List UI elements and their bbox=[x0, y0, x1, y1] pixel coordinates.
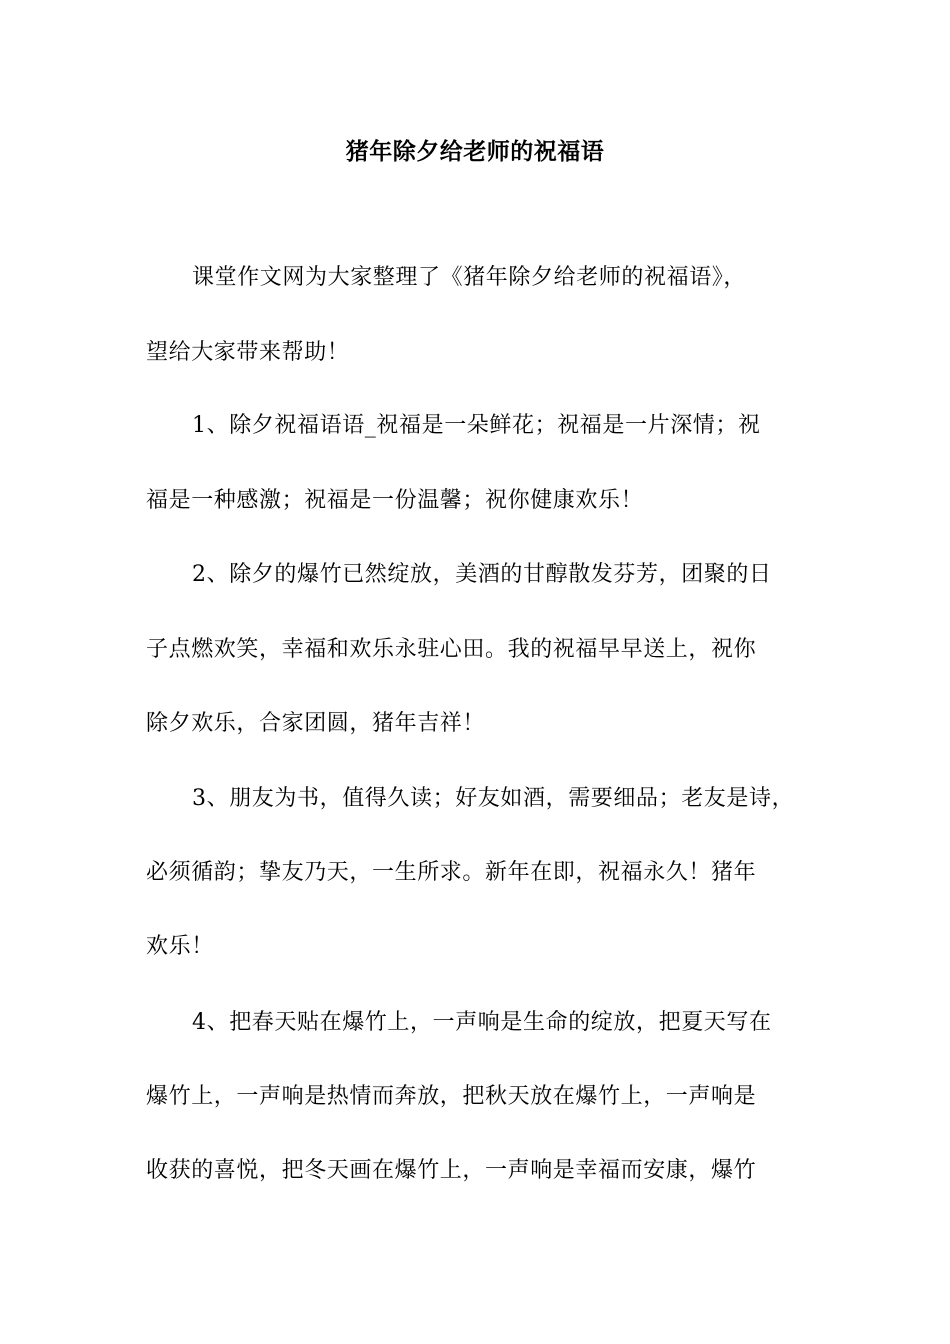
paragraph-1-line-2: 福是一种感激；祝福是一份温馨；祝你健康欢乐！ bbox=[146, 488, 644, 513]
paragraph-2-line-1: 2、除夕的爆竹已然绽放，美酒的甘醇散发芬芳，团聚的日 bbox=[192, 562, 772, 587]
paragraph-2-line-2: 子点燃欢笑，幸福和欢乐永驻心田。我的祝福早早送上，祝你 bbox=[146, 637, 757, 662]
paragraph-1-line-1: 1、除夕祝福语语_祝福是一朵鲜花；祝福是一片深情；祝 bbox=[192, 413, 761, 438]
paragraph-4-line-1: 4、把春天贴在爆竹上，一声响是生命的绽放，把夏天写在 bbox=[192, 1010, 772, 1035]
paragraph-3-line-1: 3、朋友为书，值得久读；好友如酒，需要细品；老友是诗， bbox=[192, 786, 795, 811]
paragraph-4-line-3: 收获的喜悦，把冬天画在爆竹上，一声响是幸福而安康，爆竹 bbox=[146, 1158, 757, 1183]
paragraph-3-line-3: 欢乐！ bbox=[146, 934, 214, 959]
paragraph-intro-line-1: 课堂作文网为大家整理了《猪年除夕给老师的祝福语》， bbox=[192, 265, 747, 290]
paragraph-3-line-2: 必须循韵；挚友乃天，一生所求。新年在即，祝福永久！猪年 bbox=[146, 860, 757, 885]
paragraph-4-line-2: 爆竹上，一声响是热情而奔放，把秋天放在爆竹上，一声响是 bbox=[146, 1084, 757, 1109]
paragraph-2-line-3: 除夕欢乐，合家团圆，猪年吉祥！ bbox=[146, 711, 486, 736]
document-title: 猪年除夕给老师的祝福语 bbox=[345, 139, 605, 165]
paragraph-intro-line-2: 望给大家带来帮助！ bbox=[146, 340, 350, 365]
